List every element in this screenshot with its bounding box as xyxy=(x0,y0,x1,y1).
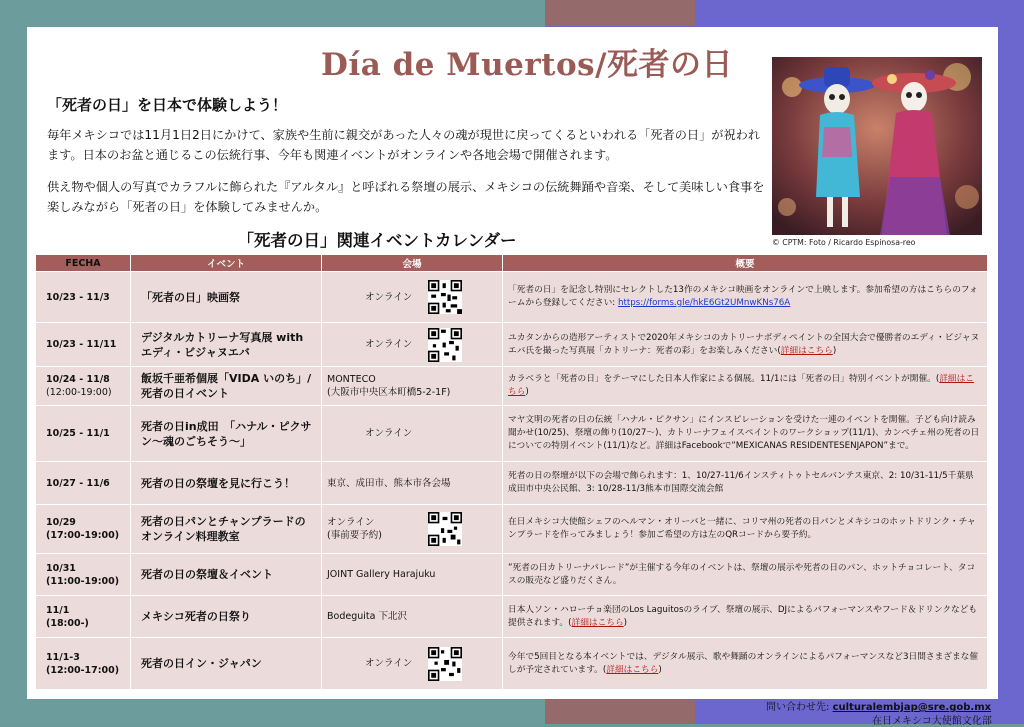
event-venue: Bodeguita 下北沢 xyxy=(322,596,503,638)
intro-paragraph-2: 供え物や個人の写真でカラフルに飾られた『アルタル』と呼ばれる祭壇の展示、メキシコの伝統舞踊や音楽、そして美味しい食事を楽しみながら「死者の日」を体験してみませんか。 xyxy=(47,180,765,214)
event-venue xyxy=(322,505,503,554)
venue-text: オンライン xyxy=(365,339,413,350)
event-venue xyxy=(322,323,503,367)
event-name: 飯坂千亜希個展「VIDA いのち」/死者の日イベント xyxy=(131,367,322,406)
table-row xyxy=(36,505,988,554)
event-date xyxy=(36,462,131,505)
event-description: マヤ文明の死者の日の伝統「ハナル・ピクサン」にインスピレーションを受けた一連のイベントを開催。子ども向け読み聞かせ(10/25)、祭壇の飾り(10/27～)、カトリーナフェイスペイントのワークショップ(11/1)、カンペチェ州の死者の日についての特別イベント(11/1)など。詳細はFacebookで”MEXICANAS RESIDENTESENJAPON”まで。 xyxy=(503,406,988,462)
event-name: デジタルカトリーナ写真展 with エディ・ビジャヌエバ xyxy=(131,323,322,367)
table-row xyxy=(36,638,988,690)
time-text: (18:00-) xyxy=(46,617,89,629)
page-title: Día de Muertos/死者の日 xyxy=(321,47,733,83)
column-header-description: 概要 xyxy=(503,255,988,272)
description-text: 今年で5回目となる本イベントでは、デジタル展示、歌や舞踊のオンラインによるパフォーマンスなど3日間さまざまな催しが予定されています。( xyxy=(508,651,979,675)
date-text: 10/24 - 11/8 xyxy=(46,374,110,385)
qr-code-icon[interactable] xyxy=(428,280,462,314)
venue-text: オンライン xyxy=(365,291,413,303)
event-date xyxy=(36,323,131,367)
event-venue xyxy=(322,272,503,323)
event-description xyxy=(503,367,988,406)
date-text: 10/25 - 11/1 xyxy=(46,428,110,439)
event-date xyxy=(36,554,131,596)
description-suffix: ) xyxy=(525,387,529,397)
intro-paragraph-1: 毎年メキシコでは11月1日2日にかけて、家族や生前に親交があった人々の魂が現世に戻ってくるといわれる「死者の日」が祝われます。日本のお盆と通じるこの伝統行事、今年も関連イベントがオンラインや各地会場で開催されます。 xyxy=(47,128,761,162)
qr-code-icon[interactable] xyxy=(428,647,462,681)
event-description: ”死者の日カトリーナパレード”が主催する今年のイベントは、祭壇の展示や死者の日のパン、ホットチョコレート、タコスの販売など盛りだくさん。 xyxy=(503,554,988,596)
description-text: 「死者の日」を記念し特別にセレクトした13作のメキシコ映画をオンラインで上映します。参加希望の方はこちらのフォームから登録してください: xyxy=(508,285,978,308)
qr-code-icon[interactable] xyxy=(428,328,462,362)
event-venue: JOINT Gallery Harajuku xyxy=(322,554,503,596)
event-description: 在日メキシコ大使館シェフのヘルマン・オリーバと一緒に、コリマ州の死者の日パンとメキシコのホットドリンク・チャンプラードを作ってみましょう！参加ご希望の方は左のQRコードから要予約。 xyxy=(503,505,988,554)
venue-text: オンライン xyxy=(365,658,413,669)
venue-text: オンライン xyxy=(365,428,413,439)
description-text: 日本人ソン・ハローチョ楽団のLos Laguitosのライブ、祭壇の展示、DJによるパフォーマンスやフード＆ドリンクなども提供されます。( xyxy=(508,604,978,628)
registration-link[interactable]: https://forms.gle/hkE6Gt2UMnwKNs76A xyxy=(617,298,791,308)
time-text: (17:00-19:00) xyxy=(46,530,120,541)
table-row xyxy=(36,406,988,462)
event-date xyxy=(36,505,131,554)
contact-label: 問い合わせ先: xyxy=(766,702,833,713)
table-row xyxy=(36,462,988,505)
event-description xyxy=(503,323,988,367)
event-name: 死者の日イン・ジャパン xyxy=(131,638,322,690)
event-date xyxy=(36,638,131,690)
description-suffix: ) xyxy=(832,345,837,356)
date-text: 10/29 xyxy=(46,517,76,528)
date-text: 11/1-3 xyxy=(46,651,80,663)
event-description xyxy=(503,596,988,638)
date-text: 10/27 - 11/6 xyxy=(46,477,110,489)
contact-organization: 在日メキシコ大使館文化部 xyxy=(872,716,992,727)
column-header-venue: 会場 xyxy=(322,255,503,272)
venue-text: MONTECO xyxy=(327,374,376,385)
event-venue xyxy=(322,406,503,462)
table-row xyxy=(36,554,988,596)
table-row xyxy=(36,367,988,406)
description-suffix: ) xyxy=(658,664,662,675)
date-text: 11/1 xyxy=(46,604,70,616)
date-text: 10/23 - 11/3 xyxy=(46,291,110,303)
calendar-title: 「死者の日」関連イベントカレンダー xyxy=(237,231,517,250)
details-link[interactable]: 詳細はこちら xyxy=(780,345,833,356)
details-link[interactable]: 詳細はこちら xyxy=(571,617,624,628)
date-text: 10/31 xyxy=(46,562,76,574)
table-row xyxy=(36,596,988,638)
event-venue xyxy=(322,367,503,406)
qr-code-icon[interactable] xyxy=(428,512,462,546)
event-date xyxy=(36,596,131,638)
venue-text: オンライン xyxy=(327,517,375,528)
event-calendar-table xyxy=(35,254,988,690)
event-name: 死者の日パンとチャンプラードのオンライン料理教室 xyxy=(131,505,322,554)
event-description xyxy=(503,638,988,690)
event-name: メキシコ死者の日祭り xyxy=(131,596,322,638)
event-description: 死者の日の祭壇が以下の会場で飾られます：1、10/27-11/6インスティトゥトセルバンテス東京、2: 10/31-11/5千葉県成田市中央公民館、3: 10/28-11/3熊本市国際交流会館 xyxy=(503,462,988,505)
page-subtitle: 「死者の日」を日本で体験しよう！ xyxy=(47,96,288,114)
event-description xyxy=(503,272,988,323)
event-name: 「死者の日」映画祭 xyxy=(131,272,322,323)
event-name: 死者の日の祭壇＆イベント xyxy=(131,554,322,596)
flyer-card xyxy=(27,27,998,699)
background-rose-strip xyxy=(545,0,695,26)
time-text: (12:00-17:00) xyxy=(46,664,120,676)
photo-credit: © CPTM: Foto / Ricardo Espinosa-reo xyxy=(772,238,916,247)
event-date xyxy=(36,272,131,323)
contact-email-link[interactable]: culturalembjap@sre.gob.mx xyxy=(832,702,992,713)
venue-note: (事前要予約) xyxy=(327,530,382,541)
description-suffix: ) xyxy=(623,617,628,628)
event-date xyxy=(36,367,131,406)
catrina-photo xyxy=(772,57,982,235)
table-header-row xyxy=(36,255,988,272)
column-header-date: FECHA xyxy=(36,255,131,272)
table-row xyxy=(36,323,988,367)
details-link[interactable]: 詳細はこちら xyxy=(508,374,974,397)
event-venue: 東京、成田市、熊本市各会場 xyxy=(322,462,503,505)
description-text: ユカタンからの造形アーティストで2020年メキシコのカトリーナボディペイントの全国大会で優勝者のエディ・ビジャヌエバ氏を撮った写真展「カトリーナ：死者の彩」をお楽しみください( xyxy=(508,332,980,356)
time-text: (11:00-19:00) xyxy=(46,575,120,587)
column-header-event: イベント xyxy=(131,255,322,272)
table-row xyxy=(36,272,988,323)
event-name: 死者の日の祭壇を見に行こう！ xyxy=(131,462,322,505)
description-text: カラベラと「死者の日」をテーマにした日本人作家による個展。11/1には「死者の日」特別イベントが開催。( xyxy=(508,374,940,384)
details-link[interactable]: 詳細はこちら xyxy=(606,664,659,675)
event-date xyxy=(36,406,131,462)
contact-line xyxy=(766,698,991,713)
venue-address: (大阪市中央区本町橋5-2-1F) xyxy=(327,387,451,398)
background-rose-strip-bottom xyxy=(545,700,695,724)
date-text: 10/23 - 11/11 xyxy=(46,339,117,350)
event-venue xyxy=(322,638,503,690)
event-name: 死者の日in成田 「ハナル・ピクサン～魂のごちそう～」 xyxy=(131,406,322,462)
time-text: (12:00-19:00) xyxy=(46,387,112,398)
